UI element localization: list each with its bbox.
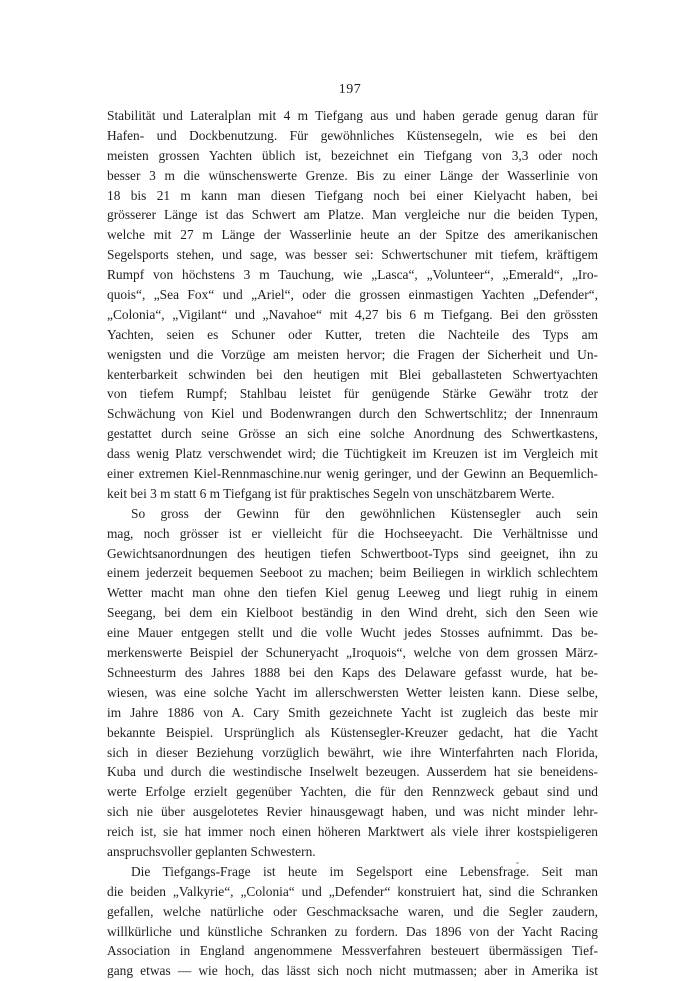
text-line: Rumpf von höchstens 3 m Tauchung, wie „Lasca“, „Volunteer“, „Emerald“, „Iro- bbox=[107, 267, 598, 283]
text-line: quois“, „Sea Fox“ und „Ariel“, oder die grossen einmastigen Yachten „Defender“, bbox=[107, 287, 598, 303]
text-line: Association in England angenommene Messverfahren besteuert übermässigen Tief- bbox=[107, 943, 598, 959]
text-line: welche mit 27 m Länge der Wasserlinie heute an der Spitze des amerikanischen bbox=[107, 227, 598, 243]
text-line: wenigsten und die Vorzüge am meisten hervor; die Fragen der Sicherheit und Un- bbox=[107, 346, 598, 362]
text-line: keit bei 3 m statt 6 m Tiefgang ist für praktisches Segeln von unschätzbarem Werte. bbox=[107, 485, 555, 501]
paper-speck bbox=[516, 862, 519, 864]
text-line: dass wenig Platz verschwendet wird; die Tüchtigkeit im Kreuzen ist im Vergleich mit bbox=[107, 446, 598, 462]
body-text bbox=[107, 106, 598, 981]
text-line: Wetter macht man ohne den tiefen Kiel genug Leeweg und liegt ruhig in einem bbox=[107, 585, 598, 601]
text-line: Yachten, seien es Schuner oder Kutter, treten die Nachteile des Typs am bbox=[107, 326, 598, 342]
text-line: Segelsports stehen, und sage, was besser sei: Schwertschuner mit tiefem, kräftigem bbox=[107, 247, 598, 263]
text-line: einem jederzeit bequemen Seeboot zu machen; beim Beiliegen in wirklich schlechtem bbox=[107, 565, 598, 581]
text-line: gang etwas — wie hoch, das lässt sich noch nicht mutmassen; aber in Amerika ist bbox=[107, 963, 598, 979]
text-line: einer extremen Kiel-Rennmaschine.nur wenig geringer, und der Gewinn an Bequemlich- bbox=[107, 466, 598, 482]
text-line: „Colonia“, „Vigilant“ und „Navahoe“ mit 4,27 bis 6 m Tiefgang. Bei den grössten bbox=[107, 306, 598, 322]
text-line: meisten grossen Yachten üblich ist, bezeichnet ein Tiefgang von 3,3 oder noch bbox=[107, 147, 598, 163]
text-line: willkürliche und künstliche Schranken zu fordern. Das 1896 von der Yacht Racing bbox=[107, 923, 598, 939]
text-line: wiesen, was eine solche Yacht im allerschwersten Wetter leisten kann. Diese selbe, bbox=[107, 684, 598, 700]
text-line: werte Erfolge erzielt gegenüber Yachten, die für den Rennzweck gebaut sind und bbox=[107, 784, 598, 800]
page-number: 197 bbox=[338, 82, 362, 97]
text-line: gefallen, welche natürliche oder Geschmacksache waren, und die Segler zaudern, bbox=[107, 903, 598, 919]
text-line: mag, noch grösser ist er vielleicht für die Hochseeyacht. Die Verhältnisse und bbox=[107, 525, 598, 541]
paragraph-1 bbox=[107, 106, 598, 504]
text-line: anspruchsvoller geplanten Schwestern. bbox=[107, 843, 316, 859]
text-line: Gewichtsanordnungen des heutigen tiefen Schwertboot-Typs sind geeignet, ihn zu bbox=[107, 545, 598, 561]
text-line: grösserer Länge ist das Schwert am Platze. Man vergleiche nur die beiden Typen, bbox=[107, 207, 598, 223]
text-line: reich ist, sie hat immer noch einen höheren Marktwert als viele ihrer kostspieligeren bbox=[107, 824, 598, 840]
text-line: 18 bis 21 m kann man diesen Tiefgang noch bei einer Kielyacht haben, bei bbox=[107, 187, 598, 203]
text-line: bekannte Beispiel. Ursprünglich als Küstensegler-Kreuzer gedacht, hat die Yacht bbox=[107, 724, 598, 740]
text-line: Schwächung von Kiel und Bodenwrangen durch den Schwertschlitz; der Innenraum bbox=[107, 406, 598, 422]
text-line: kenterbarkeit schwinden bei den heutigen mit Blei geballasteten Schwertyachten bbox=[107, 366, 598, 382]
text-line: besser 3 m die wünschenswerte Grenze. Bis zu einer Länge der Wasserlinie von bbox=[107, 167, 598, 183]
text-line: Stabilität und Lateralplan mit 4 m Tiefgang aus und haben gerade genug daran für bbox=[107, 108, 598, 123]
text-line: Hafen- und Dockbenutzung. Für gewöhnliches Küstensegeln, wie es bei den bbox=[107, 127, 598, 143]
text-line: eine Mauer entgegen stellt und die volle Wucht jedes Stosses aufnimmt. Das be- bbox=[107, 625, 598, 641]
text-line: So gross der Gewinn für den gewöhnlichen Küstensegler auch sein bbox=[131, 505, 598, 521]
paragraph-3 bbox=[107, 862, 598, 981]
text-line: sich nie über ausgelotetes Revier hinausgewagt haben, und was nicht minder lehr- bbox=[107, 804, 598, 820]
text-line: merkenswerte Beispiel der Schuneryacht „Iroquois“, welche von dem grossen März- bbox=[107, 645, 598, 661]
text-line: die beiden „Valkyrie“, „Colonia“ und „Defender“ konstruiert hat, sind die Schranken bbox=[107, 883, 598, 899]
text-line: von tiefem Rumpf; Stahlbau leistet für genügende Stärke Gewähr trotz der bbox=[107, 386, 598, 402]
text-line: gestattet durch seine Grösse an sich eine solche Anordnung des Schwertkastens, bbox=[107, 426, 598, 442]
text-line: Kuba und durch die westindische Inselwelt bezeugen. Ausserdem hat sie beneidens- bbox=[107, 764, 598, 780]
paragraph-2 bbox=[107, 504, 598, 862]
text-line: Die Tiefgangs-Frage ist heute im Segelsport eine Lebensfrage. Seit man bbox=[131, 863, 598, 879]
text-line: Schneesturm des Jahres 1888 bei den Kaps des Delaware gefasst wurde, hat be- bbox=[107, 664, 598, 680]
text-line: Seegang, bei dem ein Kielboot beständig in den Wind dreht, sich den Seen wie bbox=[107, 605, 598, 621]
text-line: sich in dieser Beziehung vorzüglich bewährt, wie ihre Winterfahrten nach Florida, bbox=[107, 744, 598, 760]
text-line: im Jahre 1886 von A. Cary Smith gezeichnete Yacht ist zugleich das beste mir bbox=[107, 704, 598, 720]
